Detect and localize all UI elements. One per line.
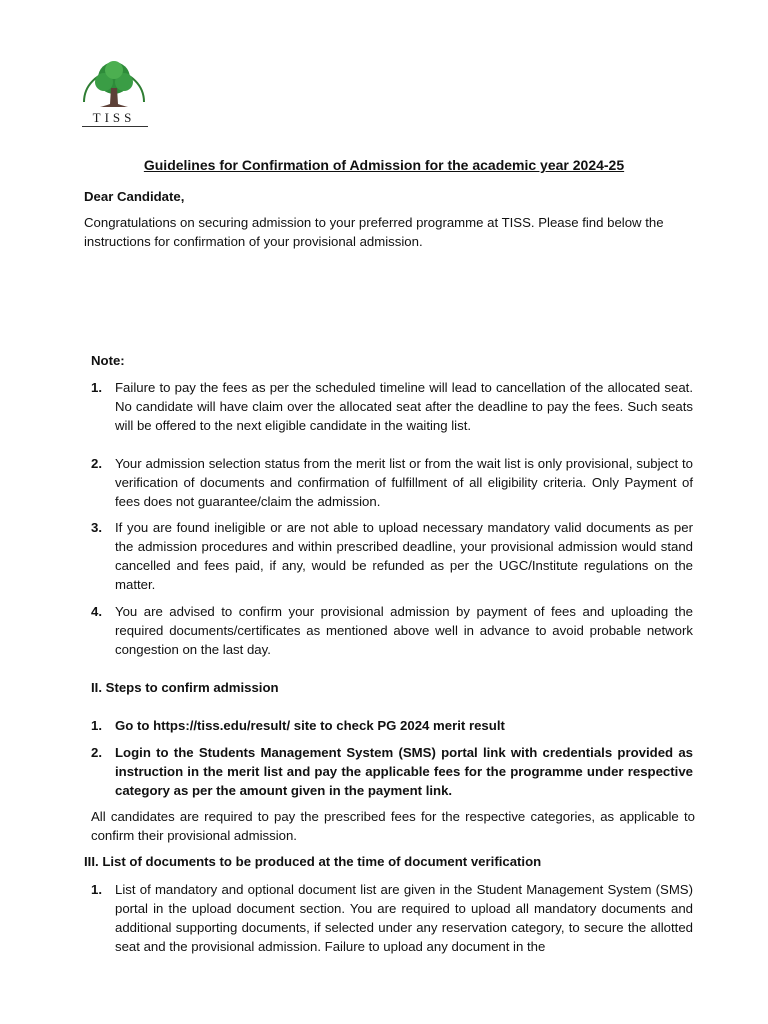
note-number: 4.: [91, 604, 102, 619]
tiss-logo: [74, 52, 154, 130]
note-number: 1.: [91, 380, 102, 395]
logo-initials: TISS: [92, 110, 136, 125]
note-item: Your admission selection status from the merit list or from the wait list is only provisional, subject to verification of documents and confirmation of fulfillment of all eligibility criteria. Only Payment of fees does not guarantee/claim the admission.: [115, 456, 693, 509]
step-number: 2.: [91, 745, 102, 760]
salutation: Dear Candidate,: [84, 189, 185, 204]
note-heading: Note:: [91, 353, 125, 368]
document-number: 1.: [91, 882, 102, 897]
section-heading-documents: III. List of documents to be produced at the time of document verification: [84, 854, 542, 869]
tree-emblem-icon: [74, 52, 154, 112]
page-title: Guidelines for Confirmation of Admission for the academic year 2024-25: [143, 157, 625, 173]
note-item: Failure to pay the fees as per the scheduled timeline will lead to cancellation of the allocated seat. No candidate will have claim over the allocated seat after the deadline to pay the fees. Such seats will be offered to the next eligible candidate in the waiting list.: [115, 380, 693, 433]
fees-paragraph: All candidates are required to pay the prescribed fees for the respective categories, as applicable to confirm their provisional admission.: [91, 809, 695, 843]
step-item: Go to https://tiss.edu/result/ site to check PG 2024 merit result: [115, 718, 505, 733]
section-heading-steps: II. Steps to confirm admission: [91, 680, 279, 695]
logo-underline: [82, 126, 148, 127]
step-number: 1.: [91, 718, 102, 733]
note-number: 3.: [91, 520, 102, 535]
note-number: 2.: [91, 456, 102, 471]
note-item: You are advised to confirm your provisional admission by payment of fees and uploading the required documents/certificates as mentioned above well in advance to avoid probable network congestion on the last day.: [115, 604, 693, 657]
note-item: If you are found ineligible or are not able to upload necessary mandatory valid documents as per the admission procedures and within prescribed deadline, your provisional admission would stand cancelled and fees paid, if any, would be refunded as per the UGC/Institute regulations on the matter.: [115, 520, 693, 592]
step-item: Login to the Students Management System (SMS) portal link with credentials provided as instruction in the merit list and pay the applicable fees for the programme under respective category as per the amount given in the payment link.: [115, 745, 693, 798]
intro-paragraph: Congratulations on securing admission to your preferred programme at TISS. Please find below the instructions for confirmation of your provisional admission.: [84, 215, 664, 249]
document-item: List of mandatory and optional document list are given in the Student Management System (SMS) portal in the upload document section. You are required to upload all mandatory documents and additional supporting documents, if selected under any reservation category, to secure the allotted seat and the provisional admission. Failure to upload any document in the: [115, 882, 693, 954]
